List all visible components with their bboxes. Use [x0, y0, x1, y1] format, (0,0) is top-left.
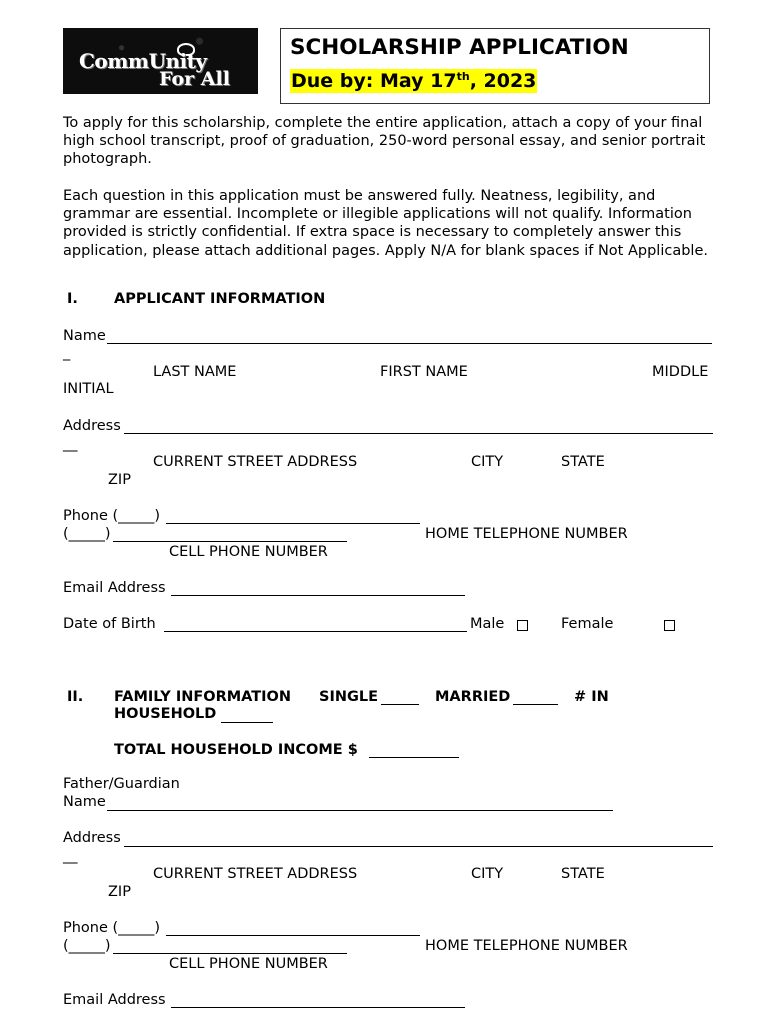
- due-date-year: , 2023: [469, 70, 537, 92]
- income-label: TOTAL HOUSEHOLD INCOME $: [114, 742, 358, 758]
- father-street-caption: CURRENT STREET ADDRESS: [153, 866, 358, 882]
- home-phone-field[interactable]: [166, 523, 420, 524]
- page-title: SCHOLARSHIP APPLICATION: [290, 35, 629, 60]
- married-field[interactable]: [513, 704, 558, 705]
- name-wrap: _: [63, 345, 71, 361]
- initial-caption: INITIAL: [63, 381, 114, 397]
- home-telephone-caption: HOME TELEPHONE NUMBER: [425, 526, 628, 542]
- email-field[interactable]: [171, 595, 465, 596]
- middle-caption: MIDDLE: [652, 364, 709, 380]
- father-email-label: Email Address: [63, 992, 166, 1008]
- father-email-field[interactable]: [171, 1007, 465, 1008]
- cell-phone-caption: CELL PHONE NUMBER: [169, 544, 328, 560]
- male-label: Male: [470, 616, 505, 632]
- household-label: HOUSEHOLD: [114, 706, 217, 722]
- father-cell-phone-field[interactable]: [113, 953, 347, 954]
- phone-label: Phone (_____): [63, 508, 161, 524]
- section1-heading: APPLICANT INFORMATION: [114, 291, 326, 307]
- female-checkbox[interactable]: [664, 620, 675, 631]
- logo-line2: For All: [159, 68, 230, 90]
- father-city-caption: CITY: [471, 866, 504, 882]
- dob-field[interactable]: [164, 631, 467, 632]
- title-box: [280, 28, 710, 104]
- father-phone-label: Phone (_____): [63, 920, 161, 936]
- father-address-label: Address: [63, 830, 121, 846]
- street-caption: CURRENT STREET ADDRESS: [153, 454, 358, 470]
- section1-number: I.: [67, 291, 78, 307]
- email-label: Email Address: [63, 580, 166, 596]
- father-address-field[interactable]: [124, 846, 713, 847]
- section2-number: II.: [67, 689, 84, 705]
- city-caption: CITY: [471, 454, 504, 470]
- father-state-caption: STATE: [561, 866, 605, 882]
- logo-line1: CommUnity: [79, 49, 207, 73]
- father-cell-phone-caption: CELL PHONE NUMBER: [169, 956, 328, 972]
- name-label: Name: [63, 328, 106, 344]
- female-label: Female: [561, 616, 614, 632]
- section2-heading: FAMILY INFORMATION: [114, 689, 292, 705]
- father-name-field[interactable]: [107, 810, 613, 811]
- single-label: SINGLE: [319, 689, 379, 705]
- income-field[interactable]: [369, 757, 459, 758]
- father-home-phone-field[interactable]: [166, 935, 420, 936]
- intro-paragraph-2: Each question in this application must be answered fully. Neatness, legibility, and grammar are essential. Incomplete or illegible applications will not qualify. Information provided is strictly confidential. If extra space is necessary to completely answer this application, please attach additional pages. Apply N/A for blank spaces if Not Applicable.: [63, 188, 708, 259]
- address-field[interactable]: [124, 433, 713, 434]
- dob-label: Date of Birth: [63, 616, 156, 632]
- due-date-sup: th: [456, 70, 470, 83]
- cell-area-code: (_____): [63, 526, 111, 542]
- due-date: [290, 69, 537, 93]
- father-address-wrap: __: [63, 848, 78, 864]
- state-caption: STATE: [561, 454, 605, 470]
- last-name-caption: LAST NAME: [153, 364, 237, 380]
- due-date-text: Due by: May 17: [291, 70, 457, 92]
- address-wrap: __: [63, 436, 78, 452]
- name-field[interactable]: [107, 343, 712, 344]
- community-for-all-logo: [63, 28, 258, 94]
- household-count-field[interactable]: [221, 722, 273, 723]
- father-zip-caption: ZIP: [108, 884, 131, 900]
- father-cell-area-code: (_____): [63, 938, 111, 954]
- father-name-label: Name: [63, 794, 106, 810]
- address-label: Address: [63, 418, 121, 434]
- father-guardian-label: Father/Guardian: [63, 776, 180, 792]
- male-checkbox[interactable]: [517, 620, 528, 631]
- cell-phone-field[interactable]: [113, 541, 347, 542]
- father-home-telephone-caption: HOME TELEPHONE NUMBER: [425, 938, 628, 954]
- intro-paragraph-1: To apply for this scholarship, complete the entire application, attach a copy of your final high school transcript, proof of graduation, 250-word personal essay, and senior portrait photograph.: [63, 115, 706, 168]
- zip-caption: ZIP: [108, 472, 131, 488]
- first-name-caption: FIRST NAME: [380, 364, 468, 380]
- in-label: # IN: [574, 689, 609, 705]
- single-field[interactable]: [381, 704, 419, 705]
- married-label: MARRIED: [435, 689, 511, 705]
